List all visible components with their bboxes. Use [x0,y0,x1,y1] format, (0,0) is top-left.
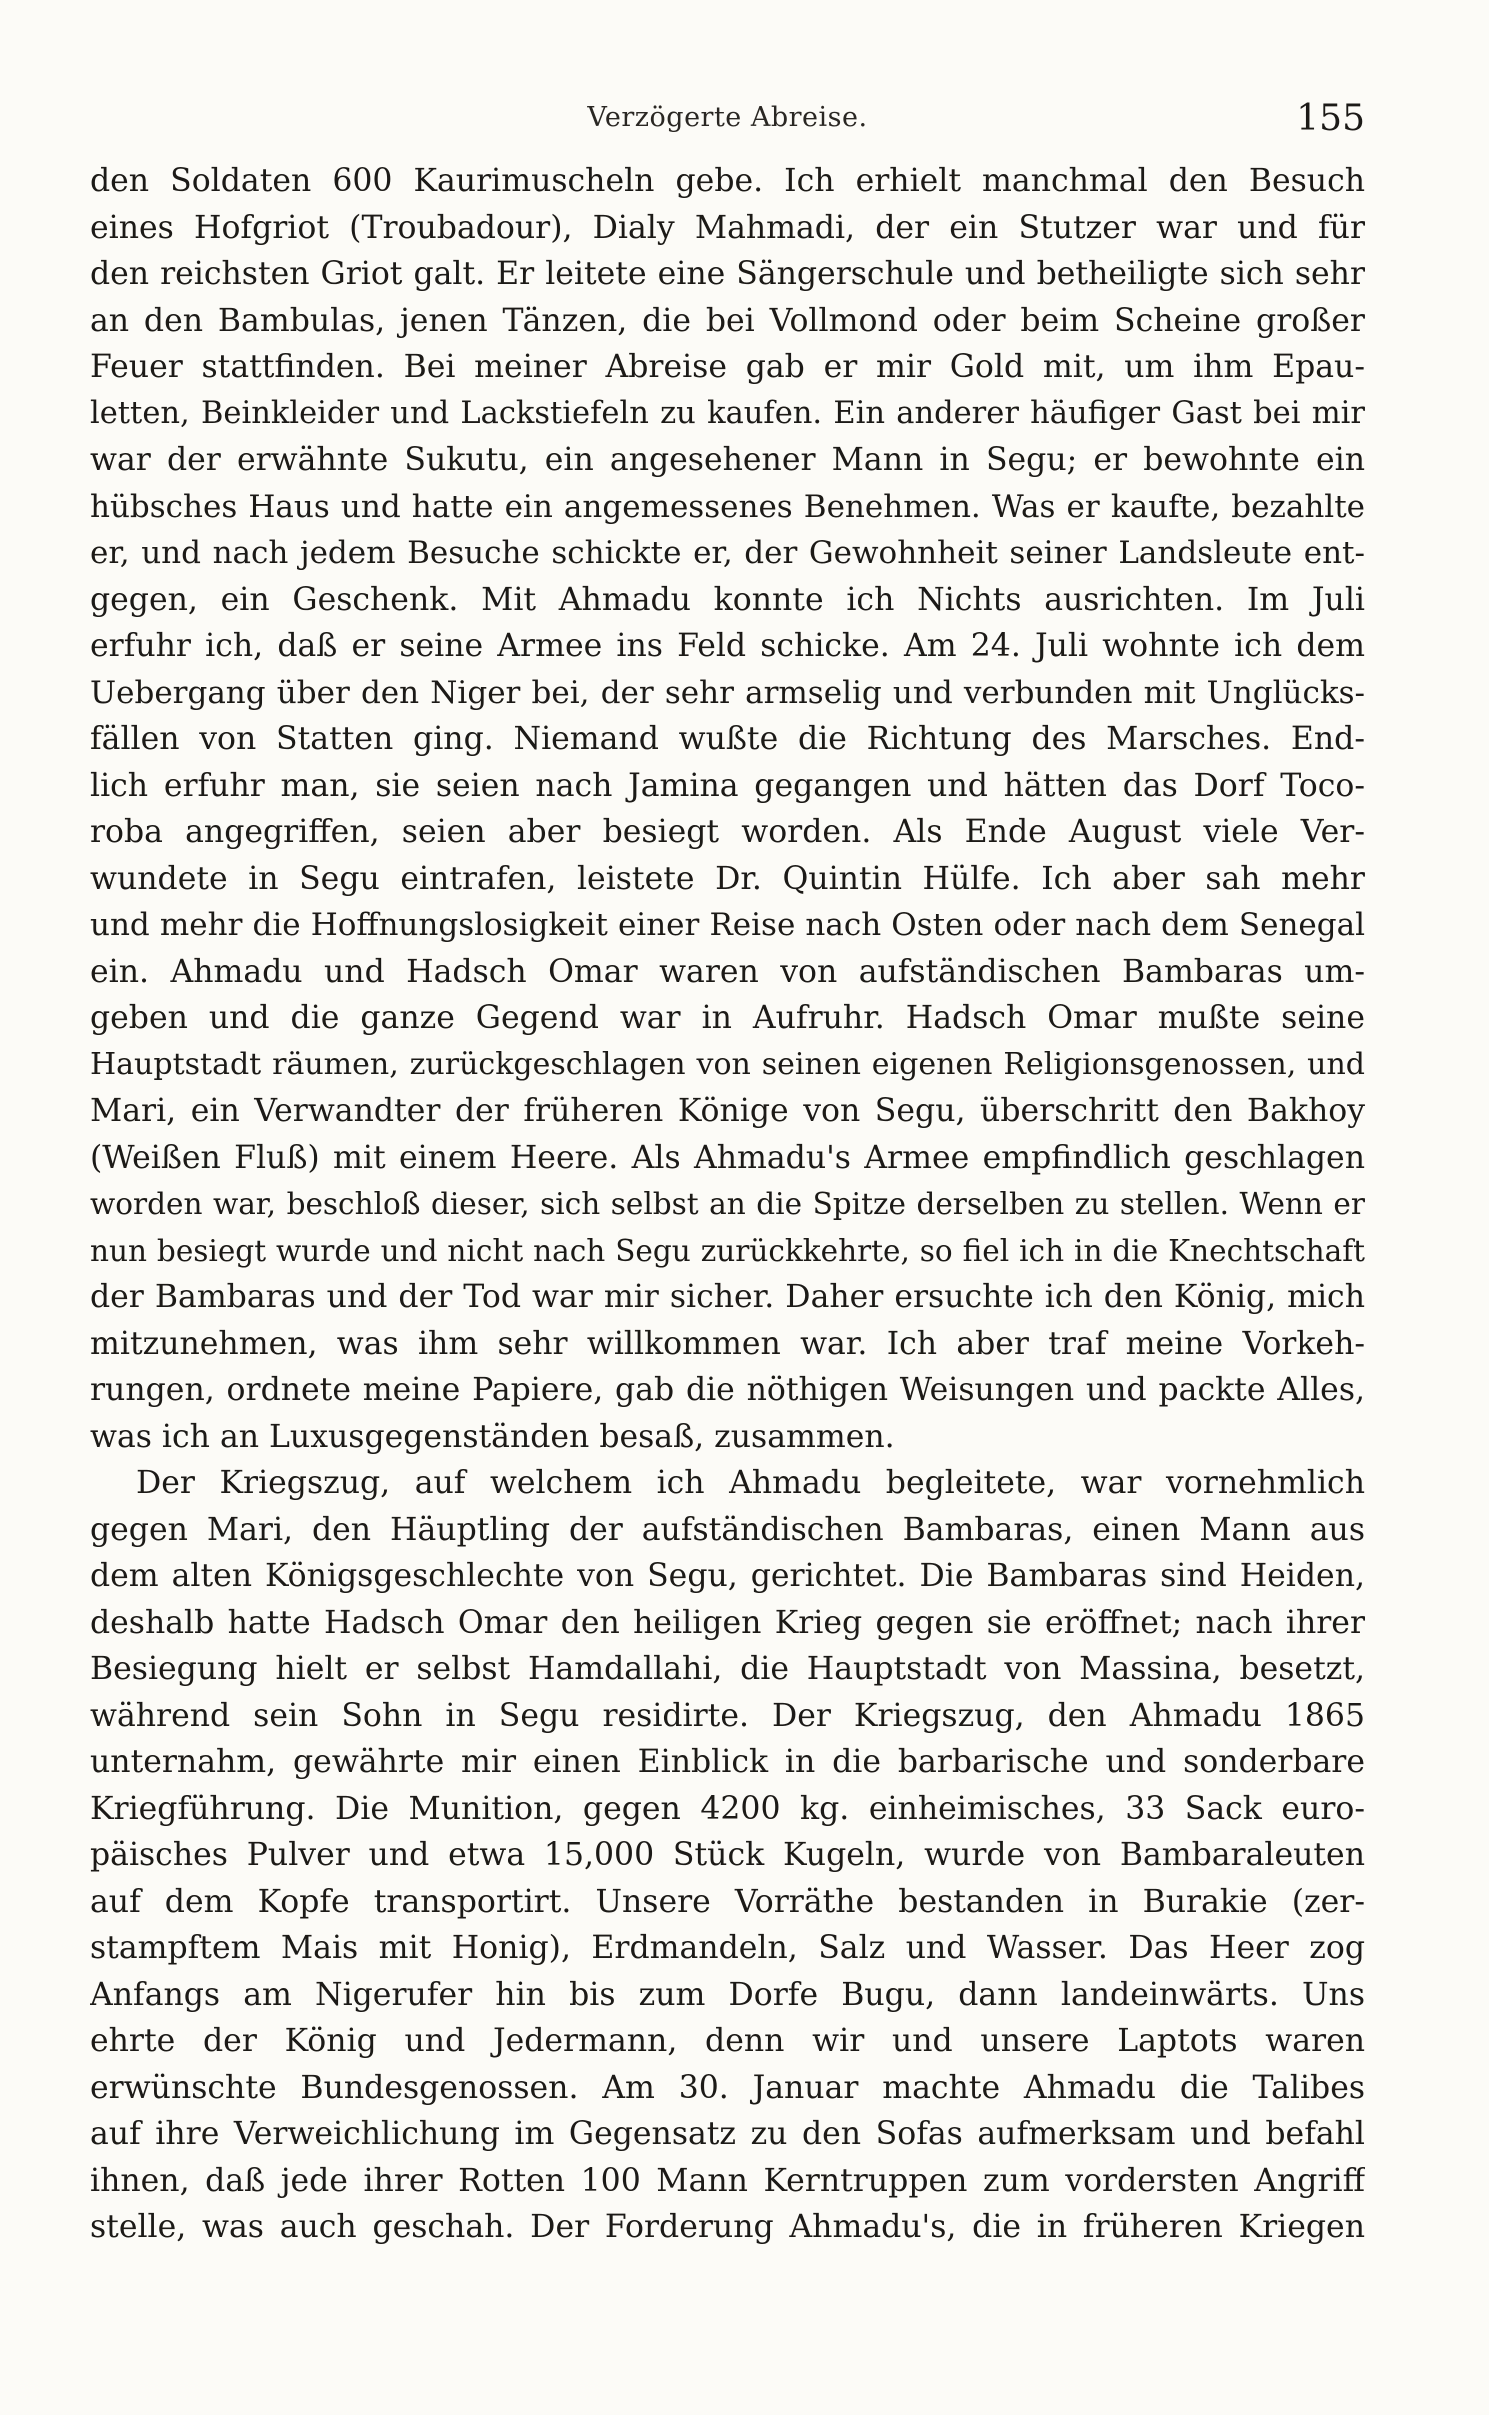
text-line: Uebergang über den Niger bei, der sehr armselig und verbunden mit Unglücks- [90,674,1365,711]
text-line: ihnen, daß jede ihrer Rotten 100 Mann Kerntruppen zum vordersten Angriff [90,2162,1365,2199]
text-line: Der Kriegszug, auf welchem ich Ahmadu begleitete, war vornehmlich [136,1465,1365,1501]
text-line: lich erfuhr man, sie seien nach Jamina gegangen und hätten das Dorf Toco- [90,767,1365,804]
text-line: Mari, ein Verwandter der früheren Könige von Segu, überschritt den Bakhoy [90,1093,1365,1129]
text-line: der Bambaras und der Tod war mir sicher. Daher ersuchte ich den König, mich [90,1279,1365,1315]
text-line: dem alten Königsgeschlechte von Segu, gerichtet. Die Bambaras sind Heiden, [90,1558,1365,1594]
running-head [90,98,1365,148]
text-line: worden war, beschloß dieser, sich selbst an die Spitze derselben zu stellen. Wenn er [90,1187,1365,1221]
body-text [90,158,1365,2251]
text-line: wundete in Segu eintrafen, leistete Dr. Quintin Hülfe. Ich aber sah mehr [90,860,1365,897]
text-line: Feuer stattfinden. Bei meiner Abreise gab er mir Gold mit, um ihm Epau- [90,349,1365,385]
text-line: erwünschte Bundesgenossen. Am 30. Januar machte Ahmadu die Talibes [90,2069,1365,2106]
text-line: auf dem Kopfe transportirt. Unsere Vorräthe bestanden in Burakie (zer- [90,1883,1365,1920]
text-line: (Weißen Fluß) mit einem Heere. Als Ahmadu's Armee empfindlich geschlagen [90,1139,1365,1176]
text-line: an den Bambulas, jenen Tänzen, die bei Vollmond oder beim Scheine großer [90,302,1365,339]
text-line: Besiegung hielt er selbst Hamdallahi, die Hauptstadt von Massina, besetzt, [90,1651,1365,1687]
text-line: roba angegriffen, seien aber besiegt worden. Als Ende August viele Ver- [90,814,1365,850]
text-line: erfuhr ich, daß er seine Armee ins Feld schicke. Am 24. Juli wohnte ich dem [90,628,1365,664]
text-line: päisches Pulver und etwa 15,000 Stück Kugeln, wurde von Bambaraleuten [90,1837,1365,1873]
text-line: auf ihre Verweichlichung im Gegensatz zu den Sofas aufmerksam und befahl [90,2116,1365,2152]
text-line: stampftem Mais mit Honig), Erdmandeln, Salz und Wasser. Das Heer zog [90,1930,1365,1966]
text-line: gegen Mari, den Häuptling der aufständischen Bambaras, einen Mann aus [90,1511,1365,1548]
text-line: ein. Ahmadu und Hadsch Omar waren von aufständischen Bambaras um- [90,953,1365,990]
running-title: Verzögerte Abreise. [587,102,868,133]
text-line: Kriegführung. Die Munition, gegen 4200 kg. einheimisches, 33 Sack euro- [90,1790,1365,1827]
page-number: 155 [1296,98,1365,139]
text-line: er, und nach jedem Besuche schickte er, der Gewohnheit seiner Landsleute ent- [90,535,1365,571]
text-line: den Soldaten 600 Kaurimuscheln gebe. Ich erhielt manchmal den Besuch [90,163,1365,199]
text-line: gegen, ein Geschenk. Mit Ahmadu konnte ich Nichts ausrichten. Im Juli [90,581,1365,618]
text-line: deshalb hatte Hadsch Omar den heiligen Krieg gegen sie eröffnet; nach ihrer [90,1604,1365,1641]
text-line: nun besiegt wurde und nicht nach Segu zurückkehrte, so fiel ich in die Knechtschaft [90,1233,1365,1268]
text-line: fällen von Statten ging. Niemand wußte die Richtung des Marsches. End- [90,721,1365,757]
text-line: mitzunehmen, was ihm sehr willkommen war. Ich aber traf meine Vorkeh- [90,1325,1365,1362]
text-line: stelle, was auch geschah. Der Forderung Ahmadu's, die in früheren Kriegen [90,2209,1365,2245]
text-line: während sein Sohn in Segu residirte. Der Kriegszug, den Ahmadu 1865 [90,1697,1365,1734]
text-line: hübsches Haus und hatte ein angemessenes Benehmen. Was er kaufte, bezahlte [90,488,1365,525]
text-line: was ich an Luxusgegenständen besaß, zusammen. [90,1418,895,1455]
text-line: und mehr die Hoffnungslosigkeit einer Reise nach Osten oder nach dem Senegal [90,907,1365,943]
text-line: rungen, ordnete meine Papiere, gab die nöthigen Weisungen und packte Alles, [90,1372,1365,1408]
text-line: geben und die ganze Gegend war in Aufruhr. Hadsch Omar mußte seine [90,1000,1365,1036]
text-line: eines Hofgriot (Troubadour), Dialy Mahmadi, der ein Stutzer war und für [90,209,1365,246]
text-line: unternahm, gewährte mir einen Einblick in die barbarische und sonderbare [90,1744,1365,1780]
text-line: ehrte der König und Jedermann, denn wir und unsere Laptots waren [90,2023,1365,2059]
text-line: Anfangs am Nigerufer hin bis zum Dorfe Bugu, dann landeinwärts. Uns [90,1976,1365,2013]
text-line: war der erwähnte Sukutu, ein angesehener Mann in Segu; er bewohnte ein [90,442,1365,478]
text-line: den reichsten Griot galt. Er leitete eine Sängerschule und betheiligte sich sehr [90,256,1365,292]
text-line: letten, Beinkleider und Lackstiefeln zu kaufen. Ein anderer häufiger Gast bei mir [90,395,1365,431]
text-line: Hauptstadt räumen, zurückgeschlagen von seinen eigenen Religionsgenossen, und [90,1046,1365,1082]
